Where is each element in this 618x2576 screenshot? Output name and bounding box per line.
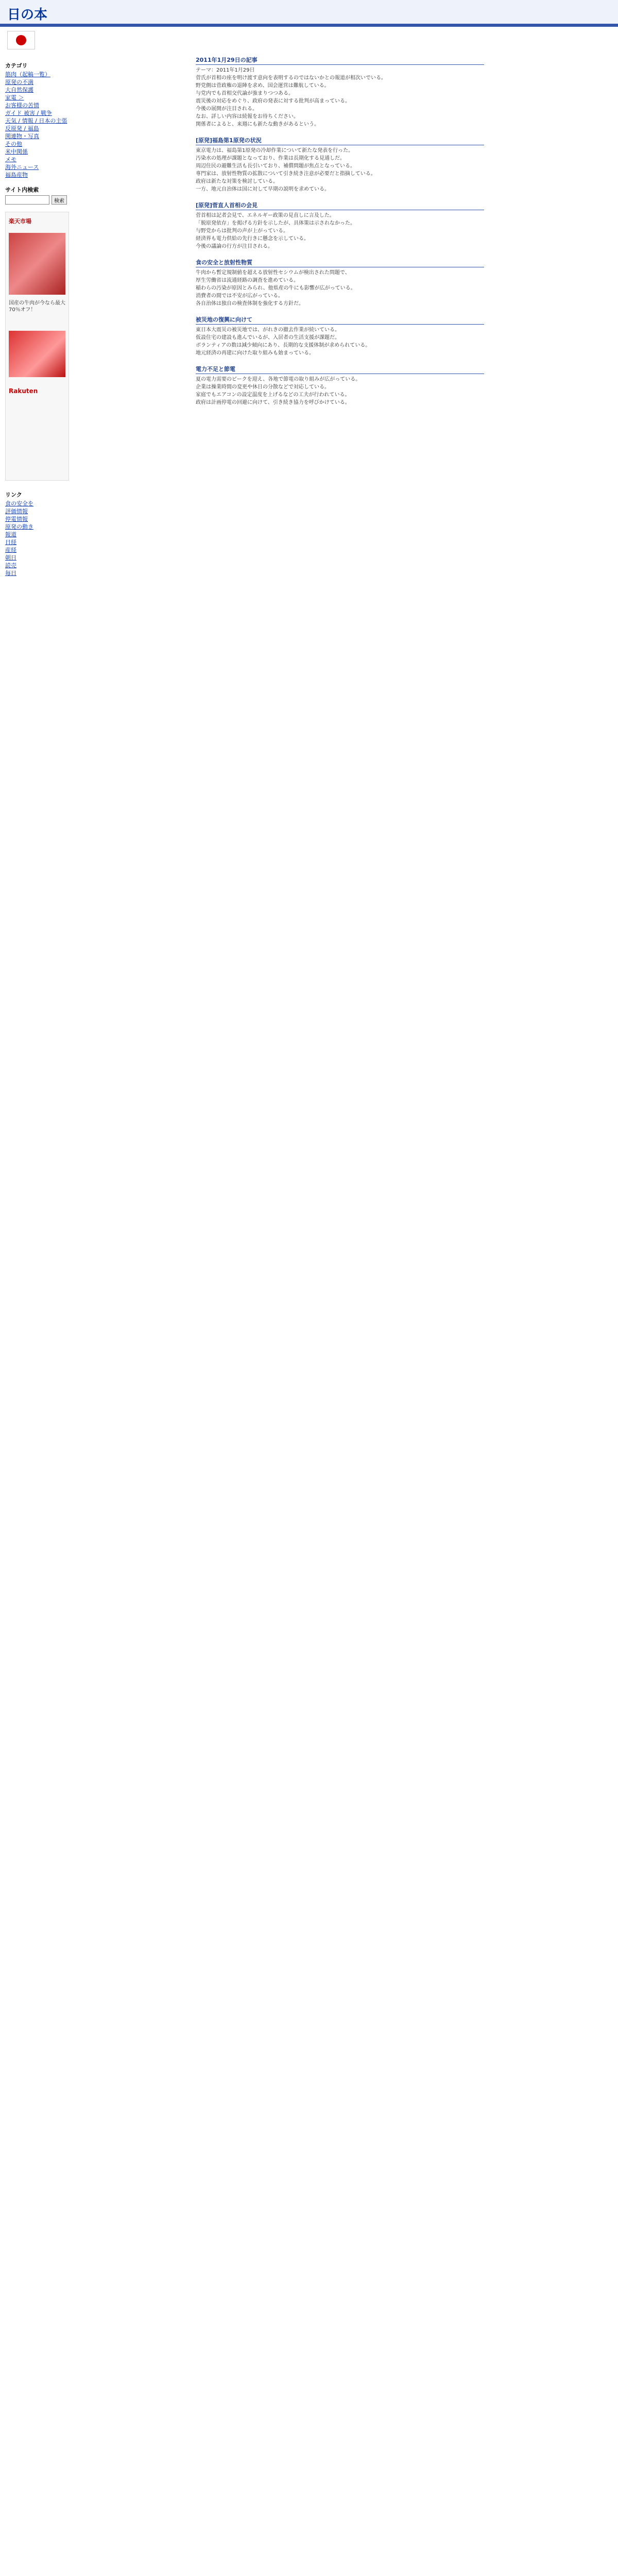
- sidebar-link[interactable]: 原発の不満: [5, 79, 33, 86]
- sidebar-link[interactable]: その他: [5, 141, 22, 147]
- sidebar-link[interactable]: メモ: [5, 156, 16, 163]
- sidebar-link[interactable]: 反原発 / 福島: [5, 125, 39, 132]
- sidebar-link[interactable]: 原発の動き: [5, 523, 33, 530]
- japan-flag-icon: [7, 31, 35, 49]
- post-title[interactable]: 2011年1月29日の記事: [196, 57, 484, 65]
- ad-image[interactable]: [9, 233, 65, 295]
- blog-post: [196, 366, 484, 406]
- blog-post: [196, 137, 484, 193]
- post-title[interactable]: 食の安全と放射性物質: [196, 259, 484, 267]
- post-line: 政府は計画停電の回避に向けて、引き続き協力を呼びかけている。: [196, 400, 350, 405]
- post-line: 東京電力は、福島第1原発の冷却作業について新たな発表を行った。: [196, 148, 354, 154]
- advertisement[interactable]: [5, 212, 69, 481]
- ad-label: 楽天市場: [9, 218, 31, 225]
- post-line: 各自治体は独自の検査体制を強化する方針だ。: [196, 301, 304, 307]
- post-line: 稲わらの汚染が原因とみられ、他県産の牛にも影響が広がっている。: [196, 285, 356, 291]
- post-body: [196, 212, 484, 250]
- sidebar-link[interactable]: 毎日: [5, 570, 16, 577]
- post-line: 菅首相は記者会見で、エネルギー政策の見直しに言及した。: [196, 213, 335, 218]
- post-title[interactable]: 被災地の復興に向けて: [196, 316, 484, 325]
- post-line: 地元経済の再建に向けた取り組みも始まっている。: [196, 350, 314, 356]
- post-line: 夏の電力需要のピークを迎え、各地で節電の取り組みが広がっている。: [196, 377, 361, 382]
- sidebar-link[interactable]: 停電情報: [5, 516, 28, 522]
- sidebar-link[interactable]: 評価情報: [5, 508, 28, 515]
- sidebar-link[interactable]: 海外ニュース: [5, 164, 39, 171]
- sidebar-link[interactable]: 産経: [5, 547, 16, 553]
- sidebar-link[interactable]: 大自然保護: [5, 87, 33, 93]
- header-bar: [0, 0, 618, 27]
- sidebar: [0, 57, 77, 2576]
- post-line: 与野党からは批判の声が上がっている。: [196, 228, 288, 234]
- post-line: 専門家は、放射性物質の拡散について引き続き注意が必要だと指摘している。: [196, 171, 376, 177]
- sidebar-link[interactable]: ガイド 被害 / 戦争: [5, 110, 52, 116]
- post-line: 企業は操業時間の変更や休日の分散などで対応している。: [196, 384, 330, 390]
- post-line: ボランティアの数は減少傾向にあり、長期的な支援体制が求められている。: [196, 343, 371, 348]
- sidebar-link[interactable]: 朝日: [5, 554, 16, 561]
- sidebar-section: [0, 486, 77, 579]
- sidebar-link[interactable]: 福島産物: [5, 172, 28, 178]
- post-line: 野党側は菅政権の退陣を求め、国会運営は難航している。: [196, 83, 330, 89]
- blog-post: [196, 202, 484, 250]
- site-title[interactable]: 日の本: [7, 7, 48, 23]
- sidebar-link[interactable]: 天気 / 情報 / 日本の主張: [5, 117, 67, 124]
- post-line: 一方、地元自治体は国に対して早期の説明を求めている。: [196, 187, 330, 192]
- main-content: [196, 57, 484, 2576]
- post-line: 「脱原発依存」を掲げる方針を示したが、具体策は示されなかった。: [196, 221, 355, 226]
- search-input[interactable]: [5, 195, 49, 205]
- post-line: 経済界も電力供給の先行きに懸念を示している。: [196, 236, 309, 242]
- search-button[interactable]: 検索: [52, 195, 67, 205]
- post-line: 牛肉から暫定規制値を超える放射性セシウムが検出された問題で、: [196, 270, 350, 276]
- rakuten-logo[interactable]: Rakuten: [9, 387, 38, 395]
- sidebar-link[interactable]: 報道: [5, 531, 16, 538]
- post-line: テーマ：2011年1月29日: [196, 67, 255, 73]
- post-line: 関係者によると、来週にも新たな動きがあるという。: [196, 122, 319, 127]
- post-line: 震災後の対応をめぐり、政府の発表に対する批判が高まっている。: [196, 98, 350, 104]
- post-line: 政府は新たな対策を検討している。: [196, 179, 278, 184]
- post-line: 与党内でも首相交代論が強まりつつある。: [196, 91, 294, 96]
- post-title[interactable]: [原発]菅直人首相の会見: [196, 202, 484, 210]
- post-line: 東日本大震災の被災地では、がれきの撤去作業が続いている。: [196, 327, 340, 333]
- post-title[interactable]: [原発]福島第1原発の状況: [196, 137, 484, 145]
- post-body: [196, 67, 484, 128]
- ad-text: 国産の牛肉が今なら最大70％オフ！: [9, 300, 65, 313]
- sidebar-section: [0, 181, 77, 207]
- post-title[interactable]: 電力不足と節電: [196, 366, 484, 374]
- ad-image-secondary[interactable]: [9, 331, 65, 377]
- post-body: [196, 269, 484, 307]
- post-line: 仮設住宅の建設も進んでいるが、入居者の生活支援が課題だ。: [196, 335, 340, 341]
- sidebar-heading: カテゴリ: [5, 62, 28, 69]
- sidebar-link[interactable]: 家電 ＞: [5, 94, 24, 101]
- post-body: [196, 147, 484, 193]
- sidebar-heading: リンク: [5, 492, 22, 498]
- sidebar-section: [0, 57, 77, 181]
- post-line: 今後の議論の行方が注目される。: [196, 244, 273, 249]
- post-line: 周辺住民の避難生活も長引いており、補償問題が焦点となっている。: [196, 163, 355, 169]
- post-body: [196, 327, 484, 357]
- sidebar-link[interactable]: 日経: [5, 539, 16, 546]
- sidebar-link[interactable]: 食の安全を: [5, 500, 33, 507]
- sidebar-link[interactable]: 米中関係: [5, 148, 28, 155]
- sidebar-link[interactable]: 読売: [5, 562, 16, 569]
- post-line: 消費者の間では不安が広がっている。: [196, 293, 283, 299]
- post-line: 家庭でもエアコンの設定温度を上げるなどの工夫が行われている。: [196, 392, 350, 398]
- sidebar-link[interactable]: 関連物・写真: [5, 133, 39, 140]
- post-line: なお、詳しい内容は続報をお待ちください。: [196, 114, 299, 120]
- blog-post: [196, 57, 484, 128]
- blog-post: [196, 316, 484, 357]
- blog-post: [196, 259, 484, 307]
- sidebar-heading: サイト内検索: [5, 187, 39, 193]
- post-line: 汚染水の処理が課題となっており、作業は長期化する見通しだ。: [196, 156, 345, 161]
- post-body: [196, 376, 484, 406]
- post-line: 厚生労働省は流通経路の調査を進めている。: [196, 278, 299, 283]
- sidebar-link[interactable]: 筋肉（起稿一覧）: [5, 71, 50, 78]
- sidebar-search-row: [5, 195, 72, 205]
- post-line: 菅氏が首相の座を明け渡す意向を表明するのではないかとの報道が相次いでいる。: [196, 75, 386, 81]
- sidebar-link[interactable]: お客様の苦情: [5, 102, 39, 109]
- post-line: 今後の展開が注目される。: [196, 106, 258, 112]
